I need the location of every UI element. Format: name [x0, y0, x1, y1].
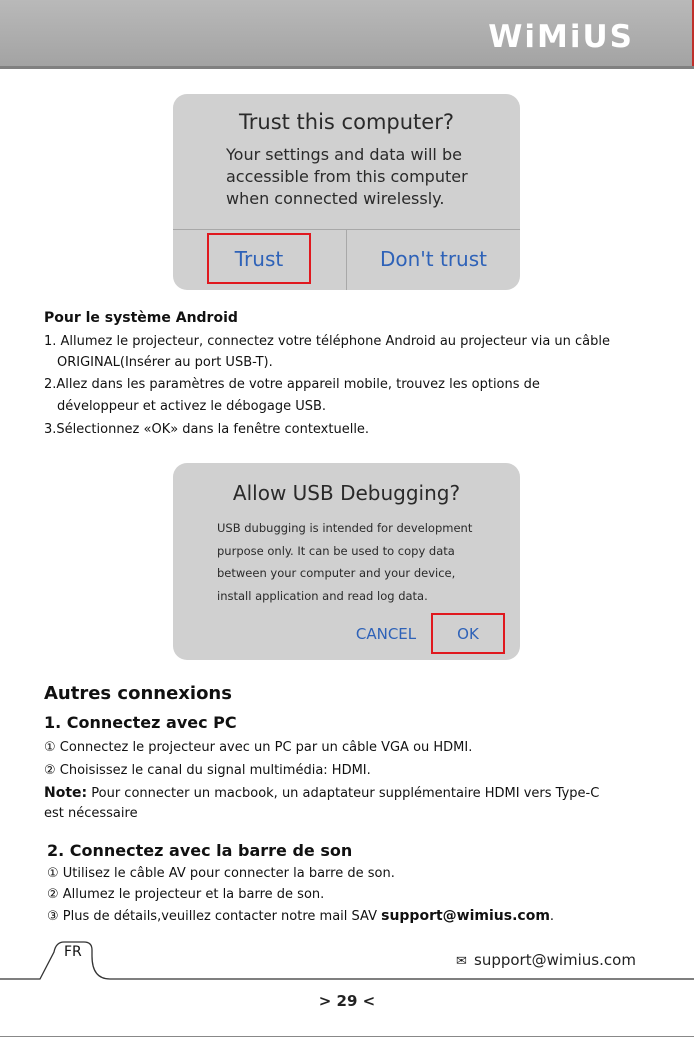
page-number: > 29 <: [318, 992, 376, 1010]
language-tab: FR: [64, 944, 82, 960]
step-text-end: .: [549, 909, 555, 924]
dialog-message-line: Your settings and data will be: [226, 145, 462, 164]
android-step-line: 1. Allumez le projecteur, connectez votre téléphone Android au projecteur via un câble: [44, 334, 611, 349]
footer-email-text: support@wimius.com: [474, 951, 636, 969]
footer-email: [456, 951, 636, 969]
dialog-message: [217, 517, 507, 607]
pc-heading: 1. Connectez avec PC: [44, 713, 237, 732]
note-text: Pour connecter un macbook, un adaptateur supplémentaire HDMI vers Type-C: [87, 786, 600, 801]
android-heading: Pour le système Android: [44, 310, 238, 326]
support-email-link[interactable]: support@wimius.com: [381, 908, 550, 924]
note-label: Note:: [44, 785, 88, 801]
android-step-line: développeur et activez le débogage USB.: [57, 399, 327, 414]
pc-step-1: ① Connectez le projecteur avec un PC par un câble VGA ou HDMI.: [44, 740, 473, 755]
dialog-message-line: accessible from this computer: [226, 167, 468, 186]
page-header: [0, 0, 694, 69]
step-text: ③ Plus de détails,veuillez contacter notre mail SAV: [47, 909, 382, 924]
cancel-button[interactable]: CANCEL: [355, 625, 417, 643]
pc-step-2: ② Choisissez le canal du signal multimédia: HDMI.: [44, 763, 371, 778]
android-step-line: 2.Allez dans les paramètres de votre appareil mobile, trouvez les options de: [44, 377, 540, 392]
soundbar-step-2: ② Allumez le projecteur et la barre de son.: [47, 887, 325, 902]
envelope-icon: ✉: [456, 954, 467, 969]
android-step-line: 3.Sélectionnez «OK» dans la fenêtre contextuelle.: [44, 422, 370, 437]
pc-note-continued: est nécessaire: [44, 806, 138, 821]
dialog-message-line: USB dubugging is intended for development: [217, 521, 473, 535]
dialog-title: Allow USB Debugging?: [232, 481, 461, 505]
bottom-rule: [0, 1036, 694, 1037]
soundbar-heading: 2. Connectez avec la barre de son: [47, 841, 353, 860]
ok-button[interactable]: OK: [431, 613, 505, 654]
dialog-message-line: install application and read log data.: [217, 588, 428, 603]
dialog-title: Trust this computer?: [239, 110, 454, 134]
android-step-line: ORIGINAL(Insérer au port USB-T).: [57, 355, 273, 370]
usb-debugging-dialog: [173, 463, 520, 660]
wimius-logo: WiMiUS: [488, 19, 634, 55]
dialog-message-line: when connected wirelessly.: [226, 189, 445, 208]
trust-computer-dialog: [173, 94, 520, 290]
soundbar-step-3: [47, 908, 554, 924]
dialog-message: [226, 144, 486, 210]
other-connections-heading: Autres connexions: [44, 683, 232, 704]
soundbar-step-1: ① Utilisez le câble AV pour connecter la barre de son.: [47, 866, 395, 881]
dialog-message-line: between your computer and your device,: [217, 566, 456, 580]
trust-button[interactable]: Trust: [207, 233, 311, 284]
dont-trust-button[interactable]: Don't trust: [379, 246, 487, 271]
pc-note: [44, 785, 599, 801]
dialog-message-line: purpose only. It can be used to copy data: [217, 543, 455, 558]
